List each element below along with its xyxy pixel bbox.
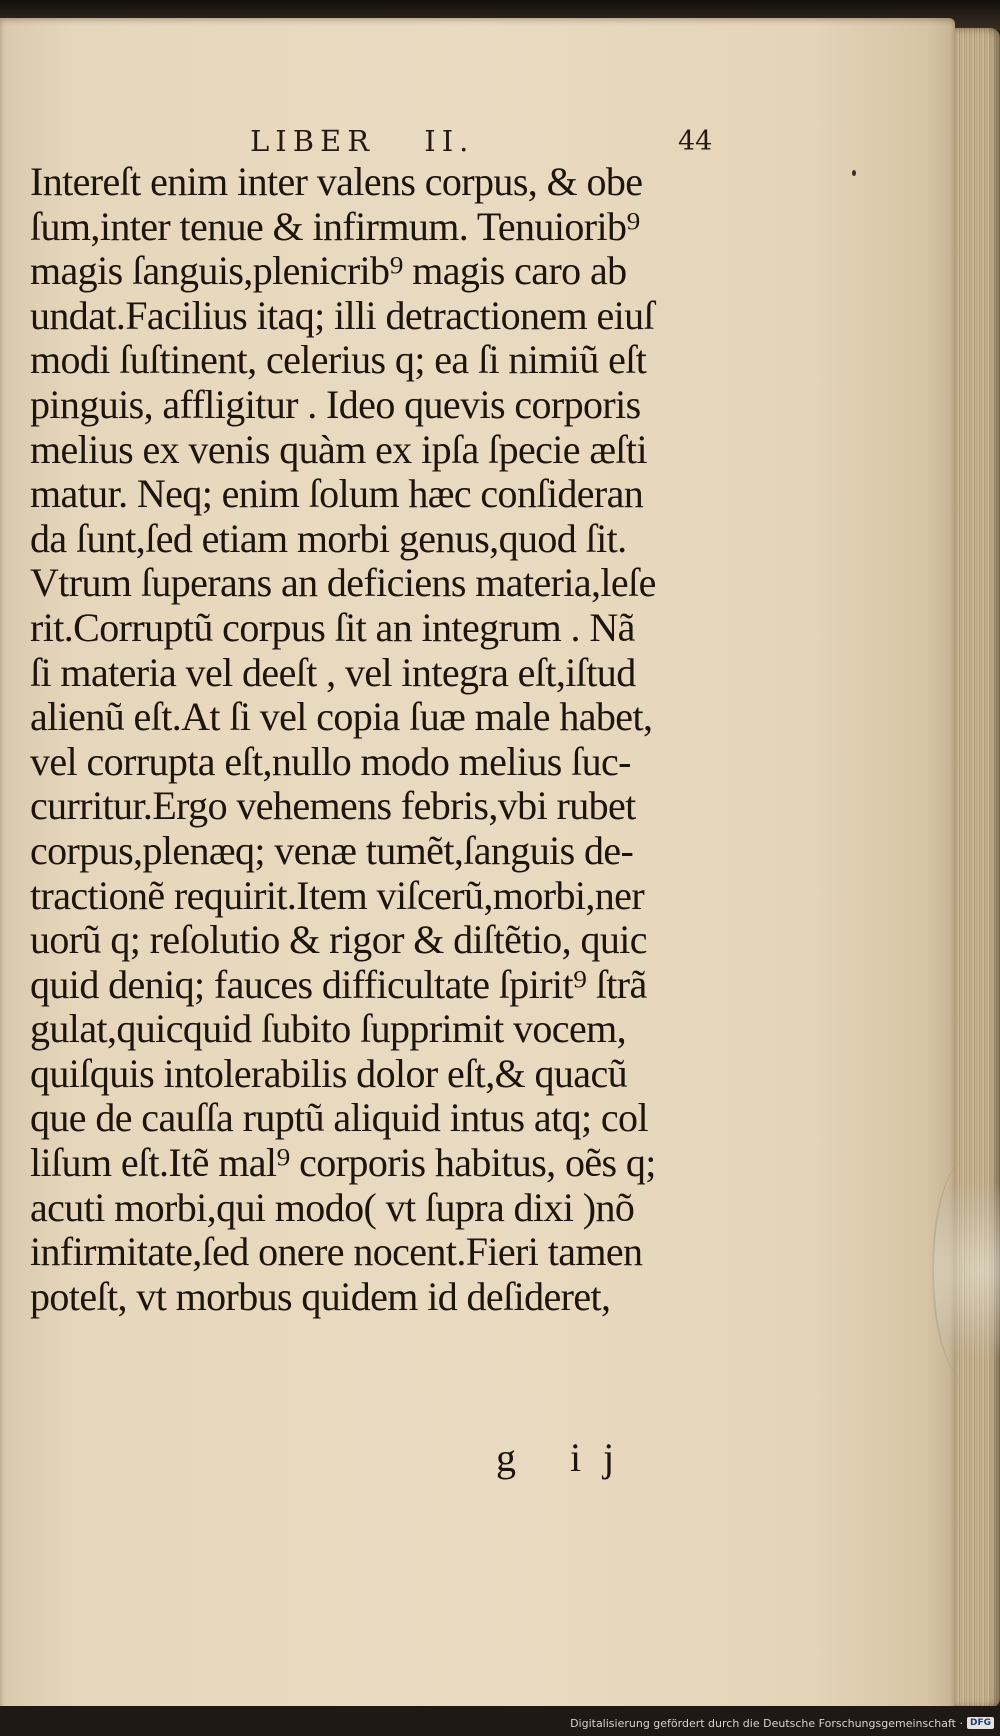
page-holder-clip (932, 1160, 1000, 1380)
text-line: infirmitate,ſed onere nocent.Fieri tamen (30, 1229, 643, 1275)
text-line: gulat,quicquid ſubito ſupprimit vocem, (30, 1006, 627, 1052)
text-line: uorũ q; reſolutio & rigor & diſtẽtio, quic (30, 917, 647, 963)
text-line: magis ſanguis,plenicrib⁹ magis caro ab (30, 248, 627, 294)
text-line: vel corrupta eſt,nullo modo melius ſuc- (30, 738, 631, 784)
book-number: II. (424, 124, 475, 158)
text-line: tractionẽ requirit.Item viſcerũ,morbi,ner (30, 872, 645, 918)
text-line: undat.Facilius itaq; illi detractionem eiuſ (30, 292, 655, 338)
text-line: quiſquis intolerabilis dolor eſt,& quacũ (30, 1050, 628, 1096)
page-number: 44 (678, 126, 713, 157)
body-text (30, 160, 730, 1319)
text-line: da ſunt,ſed etiam morbi genus,quod ſit. (30, 515, 627, 561)
text-line: Intereſt enim inter valens corpus, & obe (30, 159, 643, 204)
running-header (250, 124, 730, 158)
text-line: liſum eſt.Itẽ mal⁹ corporis habitus, oẽs q; (30, 1140, 656, 1186)
text-line: poteſt, vt morbus quidem id deſideret, (30, 1273, 611, 1319)
signature-mark: g ij (496, 1435, 637, 1480)
running-title: LIBER (250, 124, 376, 158)
text-line: ſi materia vel deeſt , vel integra eſt,iſtud (30, 649, 636, 695)
ink-speck (852, 170, 856, 176)
text-line: modi ſuſtinent, celerius q; ea ſi nimiũ eſt (30, 337, 647, 383)
dfg-logo: DFG (967, 1717, 994, 1729)
text-line: Vtrum ſuperans an deficiens materia,leſe (30, 560, 656, 606)
digitization-credit (570, 1714, 994, 1732)
text-line: alienũ eſt.At ſi vel copia ſuæ male habet, (30, 694, 653, 740)
text-line: acuti morbi,qui modo( vt ſupra dixi )nõ (30, 1184, 635, 1230)
text-line: matur. Neq; enim ſolum hæc conſideran (30, 471, 644, 517)
text-line: ſum,inter tenue & infirmum. Tenuiorib⁹ (30, 203, 640, 249)
page-stack-edges (955, 28, 1000, 1708)
text-line: pinguis, affligitur . Ideo quevis corporis (30, 381, 641, 427)
credit-text: Digitalisierung gefördert durch die Deutsche Forschungsgemeinschaft · (570, 1716, 963, 1730)
text-line: corpus,plenæq; venæ tumẽt,ſanguis de- (30, 827, 634, 873)
text-line: curritur.Ergo vehemens febris,vbi rubet (30, 783, 636, 829)
text-line: melius ex venis quàm ex ipſa ſpecie æſti (30, 426, 647, 472)
text-line: rit.Corruptũ corpus ſit an integrum . Nã (30, 604, 635, 650)
text-line: que de cauſſa ruptũ aliquid intus atq; col (30, 1095, 648, 1141)
text-line: quid deniq; fauces difficultate ſpirit⁹ ſtrã (30, 961, 647, 1007)
